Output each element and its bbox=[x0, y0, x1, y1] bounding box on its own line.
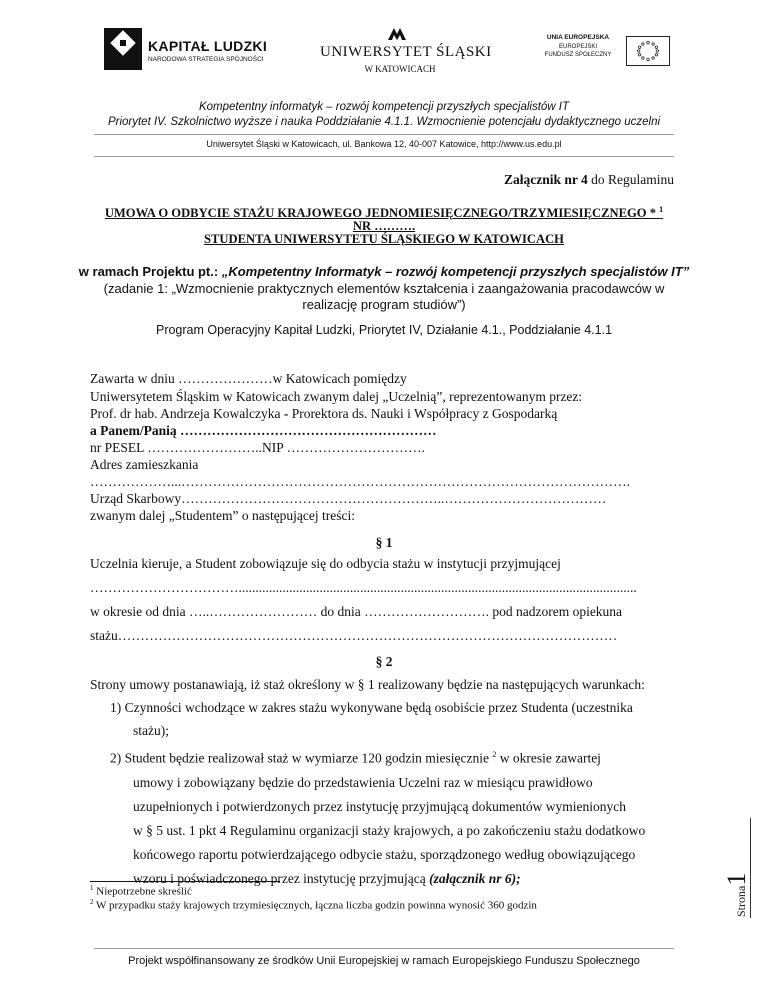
project-prefix: w ramach Projektu pt.: bbox=[78, 264, 222, 279]
internship-period-line: w okresie od dnia …..…………………… do dnia ………………………. pod nadzorem opiekuna bbox=[90, 604, 623, 619]
student-party-line: zwanym dalej „Studentem” o następującej treści: bbox=[90, 508, 356, 523]
kapital-ludzki-logo bbox=[104, 28, 274, 72]
representative-name: Prof. dr hab. Andrzeja Kowalczyka bbox=[90, 406, 284, 421]
agreement-title-line2: NR ………. bbox=[352, 219, 416, 233]
section-2-item-2-line2: umowy i zobowiązany będzie do przedstawienia Uczelni raz w miesiącu prawidłowo bbox=[133, 775, 593, 790]
page-number: 1 bbox=[722, 872, 751, 886]
item-2-text: 2) Student będzie realizował staż w wymiarze 120 godzin miesięcznie bbox=[110, 750, 493, 766]
section-2-item-2-line5: końcowego raportu potwierdzającego odbycie stażu, sporządzonego według obowiązującego bbox=[133, 847, 636, 862]
representative-line bbox=[90, 406, 557, 422]
annex-6-reference: (załącznik nr 6); bbox=[429, 871, 521, 886]
page-number-label bbox=[720, 818, 754, 918]
footnote-ref: 1 bbox=[659, 205, 664, 214]
student-name-line bbox=[90, 423, 437, 439]
section-2-item-2-line4: w § 5 ust. 1 pkt 4 Regulaminu organizacji staży krajowych, a po zakończeniu stażu dodatkowo bbox=[133, 823, 646, 838]
footer-divider bbox=[94, 948, 674, 949]
section-2-heading: § 2 bbox=[375, 654, 393, 669]
footer-text: Projekt współfinansowany ze środków Unii Europejskiej w ramach Europejskiego Funduszu Społecznego bbox=[128, 955, 640, 967]
eu-line1: UNIA EUROPEJSKA bbox=[546, 34, 610, 41]
section-1-heading: § 1 bbox=[375, 535, 393, 550]
title-text: UMOWA O ODBYCIE STAŻU KRAJOWEGO JEDNOMIESIĘCZNEGO/TRZYMIESIĘCZNEGO * bbox=[104, 206, 660, 221]
footnote-2 bbox=[90, 898, 537, 912]
page-word: Strona bbox=[734, 885, 748, 917]
tax-office-line: Urząd Skarbowy…………………………………………………..……………………………… bbox=[90, 491, 607, 506]
university-name: UNIWERSYTET ŚLĄSKI bbox=[320, 44, 492, 60]
university-city: W KATOWICACH bbox=[364, 64, 436, 74]
section-2-intro: Strony umowy postanawiają, iż staż określony w § 1 realizowany będzie na następujących warunkach: bbox=[90, 677, 645, 692]
project-header-line2: Priorytet IV. Szkolnictwo wyższe i nauka Poddziałanie 4.1.1. Wzmocnienie potencjału dydaktycznego uczelni bbox=[107, 116, 661, 128]
agreement-title-line3: STUDENTA UNIWERSYTETU ŚLĄSKIEGO W KATOWICACH bbox=[204, 232, 564, 246]
footnote-number: 2 bbox=[90, 898, 94, 906]
section-2-item-2-line3: uzupełnionych i potwierdzonych przez instytucję przyjmującą dokumentów wymienionych bbox=[133, 799, 626, 814]
section-2-item-1-cont: stażu); bbox=[133, 723, 169, 738]
uniwersytet-slaski-logo bbox=[320, 26, 492, 76]
contract-date-line: Zawarta w dniu …………………w Katowicach pomiędzy bbox=[90, 371, 407, 386]
footnote-ref: 2 bbox=[492, 750, 497, 759]
project-task-line2: realizację program studiów”) bbox=[302, 297, 466, 312]
address-label: Adres zamieszkania bbox=[90, 457, 199, 472]
representative-dash: - bbox=[283, 406, 289, 421]
university-emblem-icon bbox=[386, 26, 408, 42]
project-name-line bbox=[0, 264, 768, 279]
section-1-text: Uczelnia kieruje, a Student zobowiązuje się do odbycia stażu w instytucji przyjmującej bbox=[90, 556, 561, 571]
eu-flag-icon bbox=[626, 36, 670, 66]
kapital-ludzki-subtitle: NARODOWA STRATEGIA SPÓJNOŚCI bbox=[148, 56, 264, 63]
annex-label bbox=[504, 172, 674, 188]
item-2-text-b: w okresie zawartej bbox=[496, 750, 601, 766]
representative-role: Prorektora ds. Nauki i Współpracy z Gospodarką bbox=[288, 406, 558, 421]
kapital-ludzki-emblem-icon bbox=[104, 28, 142, 70]
project-task-line1: (zadanie 1: „Wzmocnienie praktycznych elementów kształcenia i zaangażowania pracodawców w bbox=[103, 281, 665, 296]
host-institution-field: ……………………………...................................................................................................................... bbox=[90, 580, 637, 595]
eu-line3: FUNDUSZ SPOŁECZNY bbox=[544, 52, 612, 58]
university-party-line: Uniwersytetem Śląskim w Katowicach zwanym dalej „Uczelnią”, reprezentowanym przez: bbox=[90, 389, 583, 404]
section-2-item-1: 1) Czynności wchodzące w zakres stażu wykonywane będą osobiście przez Studenta (uczestnika bbox=[110, 700, 633, 715]
address-field: ………………...………………………………………………………………………………………. bbox=[90, 474, 630, 489]
project-header-line1: Kompetentny informatyk – rozwój kompetencji przyszłych specjalistów IT bbox=[198, 101, 570, 113]
footnote-number: 1 bbox=[90, 884, 94, 892]
footnote-1 bbox=[90, 884, 192, 898]
student-name-field: a Panem/Panią ………………………………………………… bbox=[90, 423, 437, 438]
kapital-ludzki-title: KAPITAŁ LUDZKI bbox=[148, 38, 268, 54]
footnote-divider bbox=[90, 881, 280, 882]
footnote-text: Niepotrzebne skreślić bbox=[93, 885, 192, 898]
pesel-nip-line: nr PESEL ……………………..NIP …………………………. bbox=[90, 440, 426, 455]
section-2-item-2 bbox=[110, 750, 601, 767]
item-2-line6-text: wzoru i poświadczonego przez instytucję przyjmującą bbox=[133, 871, 430, 886]
university-address: Uniwersytet Śląski w Katowicach, ul. Bankowa 12, 40-007 Katowice, http://www.us.edu.pl bbox=[206, 139, 562, 149]
annex-rest: do Regulaminu bbox=[587, 172, 674, 187]
supervisor-field: stażu………………………………………………………………………………………………… bbox=[90, 628, 618, 643]
header-divider bbox=[94, 156, 674, 157]
eu-logo bbox=[536, 34, 676, 74]
eu-logo-text bbox=[536, 34, 620, 60]
annex-number: Załącznik nr 4 bbox=[503, 172, 588, 187]
project-name: „Kompetentny Informatyk – rozwój kompetencji przyszłych specjalistów IT” bbox=[221, 264, 690, 279]
operational-program: Program Operacyjny Kapitał Ludzki, Priorytet IV, Działanie 4.1., Poddziałanie 4.1.1 bbox=[155, 323, 613, 337]
page-number-divider bbox=[750, 818, 751, 918]
page-number-rotated bbox=[722, 817, 752, 917]
footnote-text: W przypadku staży krajowych trzymiesięcznych, łączna liczba godzin powinna wynosić 360 godzin bbox=[93, 899, 537, 912]
eu-line2: EUROPEJSKI bbox=[558, 43, 597, 50]
header-divider bbox=[94, 134, 674, 135]
